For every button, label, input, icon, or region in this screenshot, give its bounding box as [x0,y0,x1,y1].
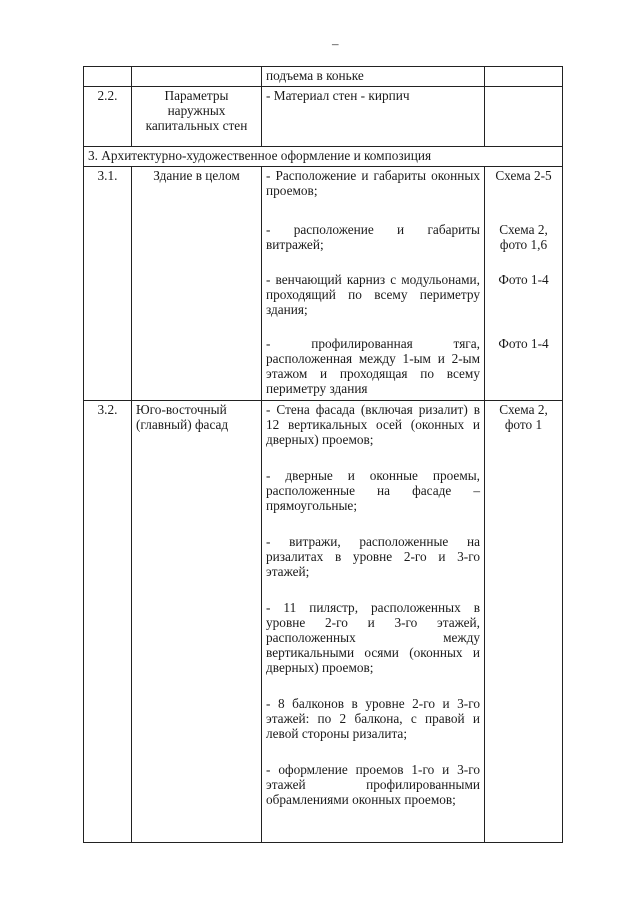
table-row [84,167,563,401]
row-reference [485,87,563,147]
row-number [84,67,132,87]
list-item: - Расположение и габариты оконных проемов; [266,168,480,198]
list-item: - дверные и оконные проемы, расположенные на фасаде – прямоугольные; [266,468,480,513]
page-mark: – [332,36,339,51]
row-number: 3.2. [84,401,132,843]
list-item: - витражи, расположенные на ризалитах в уровне 2-го и 3-го этажей; [266,534,480,579]
list-item: - профилированная тяга, расположенная между 1-ым и 2-ым этажом и проходящая по всему периметру здания [266,336,480,396]
table-row [84,401,563,843]
list-item: - 11 пилястр, расположенных в уровне 2-го и 3-го этажей, расположенных между вертикальными осями (оконных и дверных) проемов; [266,600,480,675]
row-number: 2.2. [84,87,132,147]
reference-item: Схема 2-5 [495,168,552,183]
reference-item: Схема 2, фото 1,6 [499,222,548,252]
row-description: подъема в коньке [262,67,485,87]
reference-item: Схема 2, фото 1 [499,402,548,432]
row-reference [485,67,563,87]
table-row [84,67,563,87]
table-row [84,87,563,147]
row-description [262,167,485,401]
row-name [132,67,262,87]
section-header-row [84,147,563,167]
row-description: - Материал стен - кирпич [262,87,485,147]
reference-item: Фото 1-4 [498,336,549,351]
list-item: - расположение и габариты витражей; [266,222,480,252]
list-item: - венчающий карниз с модульонами, проходящий по всему периметру здания; [266,272,480,317]
reference-item: Фото 1-4 [498,272,549,287]
section-title: 3. Архитектурно-художественное оформление и композиция [84,147,563,167]
row-reference [485,167,563,401]
row-description [262,401,485,843]
specification-table [83,66,563,843]
row-reference [485,401,563,843]
row-number: 3.1. [84,167,132,401]
list-item: - 8 балконов в уровне 2-го и 3-го этажей: по 2 балкона, с правой и левой стороны ризалита; [266,696,480,741]
row-name: Юго-восточный (главный) фасад [132,401,262,843]
list-item: - Стена фасада (включая ризалит) в 12 вертикальных осей (оконных и дверных) проемов; [266,402,480,447]
row-name: Параметры наружных капитальных стен [132,87,262,147]
row-name: Здание в целом [132,167,262,401]
list-item: - оформление проемов 1-го и 3-го этажей профилированными обрамлениями оконных проемов; [266,762,480,807]
